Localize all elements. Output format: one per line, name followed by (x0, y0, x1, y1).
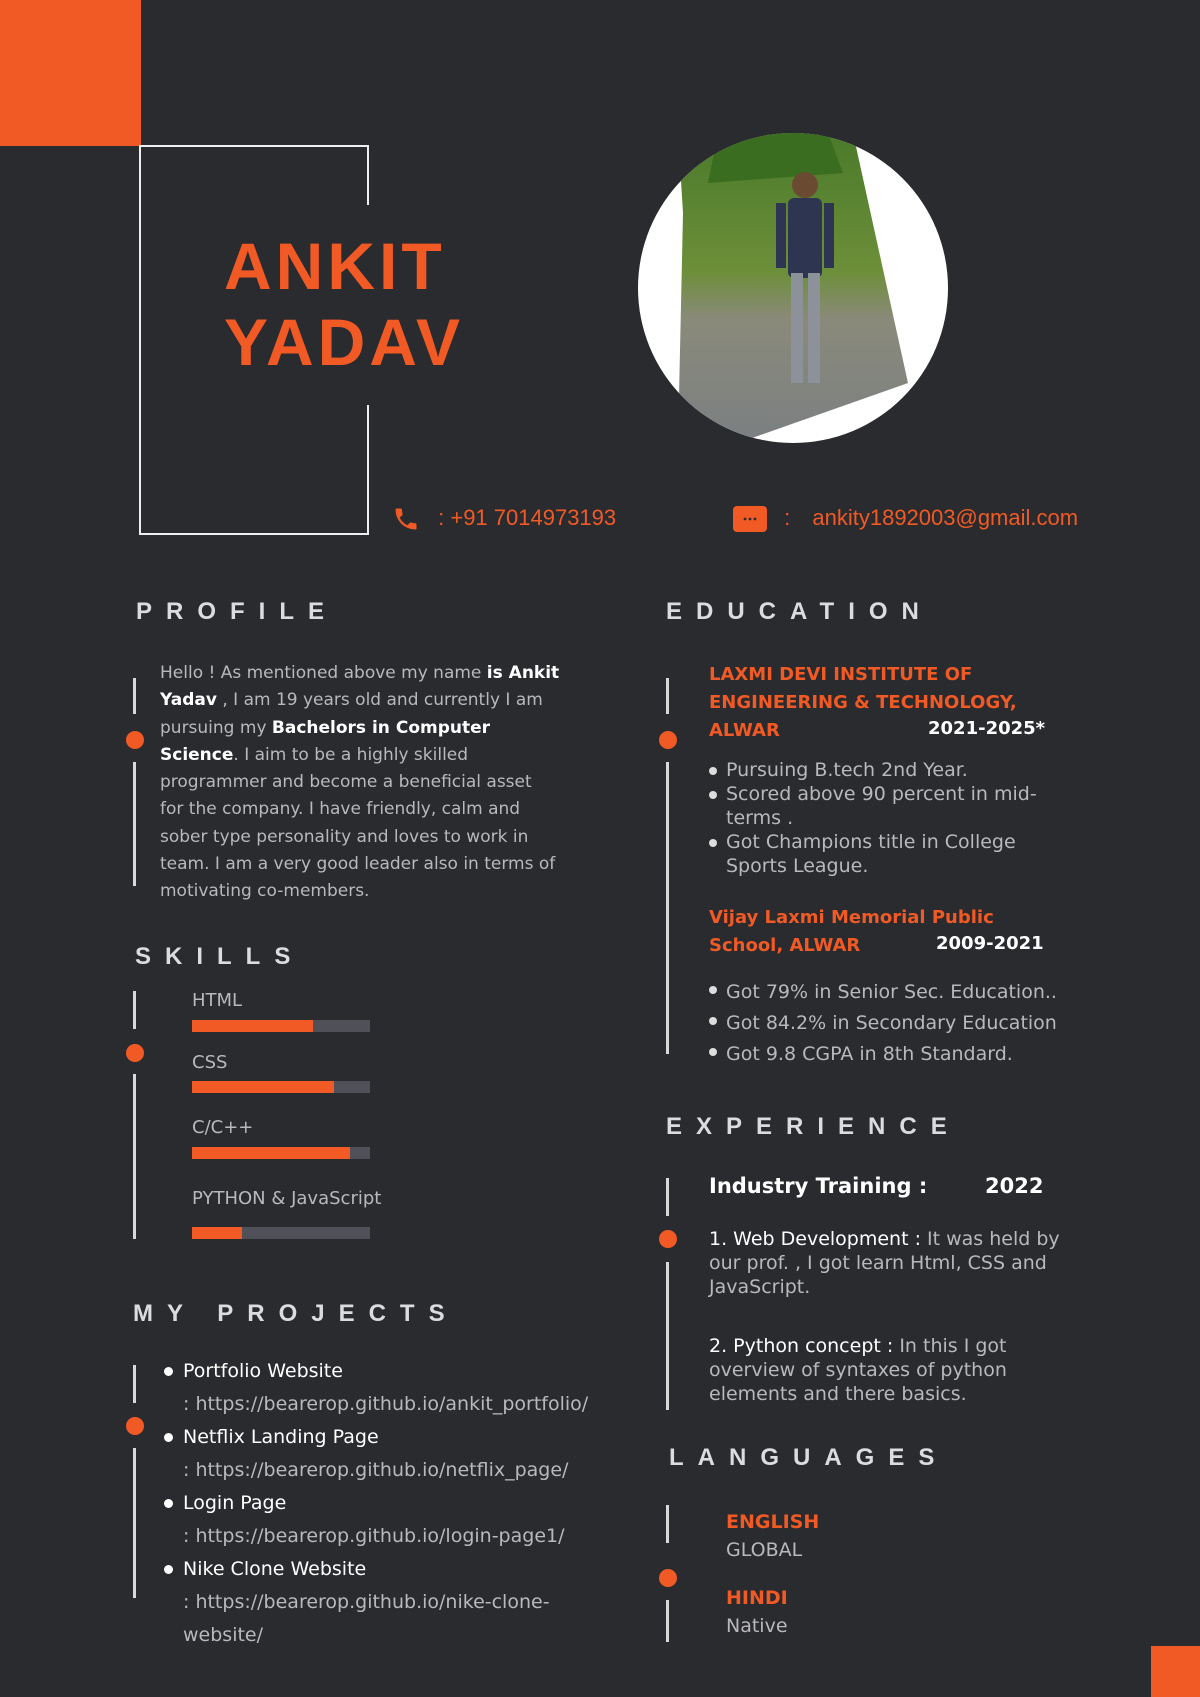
project-title: Netflix Landing Page (183, 1426, 379, 1448)
timeline-line (666, 1505, 669, 1543)
section-title-profile: PROFILE (136, 598, 339, 625)
name-frame (367, 145, 369, 205)
list-item (160, 1355, 620, 1421)
profile-text-bold: in (366, 717, 396, 738)
experience-title: Industry Training : (709, 1174, 928, 1198)
email-contact[interactable] (732, 505, 1078, 533)
name-frame (139, 145, 141, 535)
skill-item (192, 990, 370, 1032)
mail-icon (732, 505, 768, 533)
institution-name: Vijay Laxmi Memorial Public (709, 907, 994, 928)
project-link[interactable]: : https://bearerop.github.io/netflix_page/ (183, 1459, 569, 1481)
profile-summary (160, 660, 560, 906)
skill-name: HTML (192, 990, 243, 1011)
name-frame (139, 533, 369, 535)
skill-item (192, 1188, 381, 1239)
corner-accent-bottom-right (1151, 1646, 1200, 1697)
experience-item-head: 1. Web Development : (709, 1228, 921, 1250)
first-name: ANKIT (224, 229, 446, 303)
profile-text-bold: Ankit Yadav (160, 663, 560, 711)
list-item: Scored above 90 percent in mid-terms . (709, 782, 1039, 830)
timeline-dot (126, 1417, 144, 1435)
institution-name: LAXMI DEVI INSTITUTE OF (709, 664, 973, 685)
timeline-line (133, 1365, 136, 1403)
timeline-dot (126, 1044, 144, 1062)
section-title-languages: LANGUAGES (669, 1444, 949, 1471)
timeline-line (133, 991, 136, 1029)
project-title: Nike Clone Website (183, 1558, 367, 1580)
skill-name: C/C++ (192, 1117, 254, 1138)
corner-accent-top-left (0, 0, 141, 146)
name-frame (367, 405, 369, 535)
name-frame (139, 145, 369, 147)
profile-text-bold: is (486, 663, 503, 683)
timeline-line (133, 762, 136, 886)
language-level: GLOBAL (726, 1539, 803, 1561)
profile-photo (638, 133, 948, 443)
last-name: YADAV (224, 305, 465, 379)
list-item (160, 1553, 620, 1652)
list-item: Got 9.8 CGPA in 8th Standard. (709, 1039, 1089, 1070)
education-entry (709, 661, 1089, 878)
experience-item-text: In this I got overview of syntaxes of python elements and there basics. (709, 1335, 1007, 1405)
phone-number: : +91 7014973193 (438, 505, 617, 530)
timeline-dot (659, 1230, 677, 1248)
skill-bar (192, 1227, 370, 1239)
section-title-projects: MY PROJECTS (133, 1300, 459, 1327)
timeline-dot (659, 1569, 677, 1587)
profile-text: , I am 19 years old and currently I am pursuing my (160, 690, 543, 738)
timeline-line (133, 1074, 136, 1239)
experience-entry (709, 1174, 1109, 1406)
language-level: Native (726, 1615, 788, 1637)
experience-item (709, 1334, 1029, 1406)
experience-item-text: It was held by our prof. , I got learn Html, CSS and JavaScript. (709, 1228, 1060, 1298)
education-years: 2021-2025* (928, 718, 1046, 739)
section-title-experience: EXPERIENCE (666, 1113, 961, 1140)
timeline-line (133, 678, 136, 714)
language-name: ENGLISH (726, 1511, 820, 1533)
experience-year: 2022 (985, 1174, 1044, 1198)
skill-name: PYTHON & JavaScript (192, 1188, 382, 1209)
phone-icon (392, 505, 420, 533)
list-item: Pursuing B.tech 2nd Year. (709, 758, 1039, 782)
project-link[interactable]: : https://bearerop.github.io/nike-clone-website/ (183, 1591, 550, 1646)
skill-fill (192, 1147, 350, 1159)
skill-fill (192, 1020, 313, 1032)
project-link[interactable]: : https://bearerop.github.io/login-page1/ (183, 1525, 565, 1547)
list-item: Got 79% in Senior Sec. Education.. (709, 977, 1089, 1008)
email-separator: : (784, 505, 791, 530)
list-item: Got Champions title in College Sports League. (709, 830, 1039, 878)
candidate-name (224, 228, 464, 380)
email-address[interactable]: ankity1892003@gmail.com (812, 505, 1079, 530)
skill-fill (192, 1227, 242, 1239)
profile-text-bold: Computer Science (160, 717, 491, 765)
institution-name: School, ALWAR (709, 935, 861, 956)
timeline-line (666, 1178, 669, 1216)
experience-item (709, 1227, 1069, 1299)
project-title: Login Page (183, 1492, 287, 1514)
list-item (160, 1421, 620, 1487)
section-title-skills: SKILLS (135, 943, 305, 970)
skill-name: CSS (192, 1052, 228, 1073)
profile-text: . I aim to be a highly skilled programmer and become a beneficial asset for the company. I have friendly, calm and sober type personality and loves to work in team. I am a very good leader also in terms of motivating co-members. (160, 744, 556, 902)
timeline-line (666, 678, 669, 714)
phone-contact[interactable] (392, 505, 616, 533)
profile-text-bold: Bachelors (271, 717, 367, 738)
timeline-line (666, 1600, 669, 1642)
skill-fill (192, 1081, 334, 1093)
timeline-line (666, 1262, 669, 1410)
skill-bar (192, 1020, 370, 1032)
project-link[interactable]: : https://bearerop.github.io/ankit_portfolio/ (183, 1393, 589, 1415)
list-item (160, 1487, 620, 1553)
language-name: HINDI (726, 1587, 788, 1609)
list-item: Got 84.2% in Secondary Education (709, 1008, 1089, 1039)
timeline-line (666, 762, 669, 1054)
timeline-line (133, 1448, 136, 1598)
education-entry (709, 904, 1089, 1070)
profile-text: Hello ! As mentioned above my name (160, 663, 487, 683)
education-years: 2009-2021 (936, 933, 1044, 954)
timeline-dot (126, 731, 144, 749)
language-item (726, 1511, 819, 1561)
language-item (726, 1587, 788, 1637)
skill-item (192, 1052, 370, 1093)
timeline-dot (659, 731, 677, 749)
institution-name: ENGINEERING & TECHNOLOGY, (709, 692, 1017, 713)
skill-bar (192, 1147, 370, 1159)
skill-bar (192, 1081, 370, 1093)
projects-list (160, 1355, 620, 1652)
institution-name: ALWAR (709, 720, 780, 741)
section-title-education: EDUCATION (666, 598, 933, 625)
skill-item (192, 1117, 370, 1159)
project-title: Portfolio Website (183, 1360, 343, 1382)
experience-item-head: 2. Python concept : (709, 1335, 894, 1357)
